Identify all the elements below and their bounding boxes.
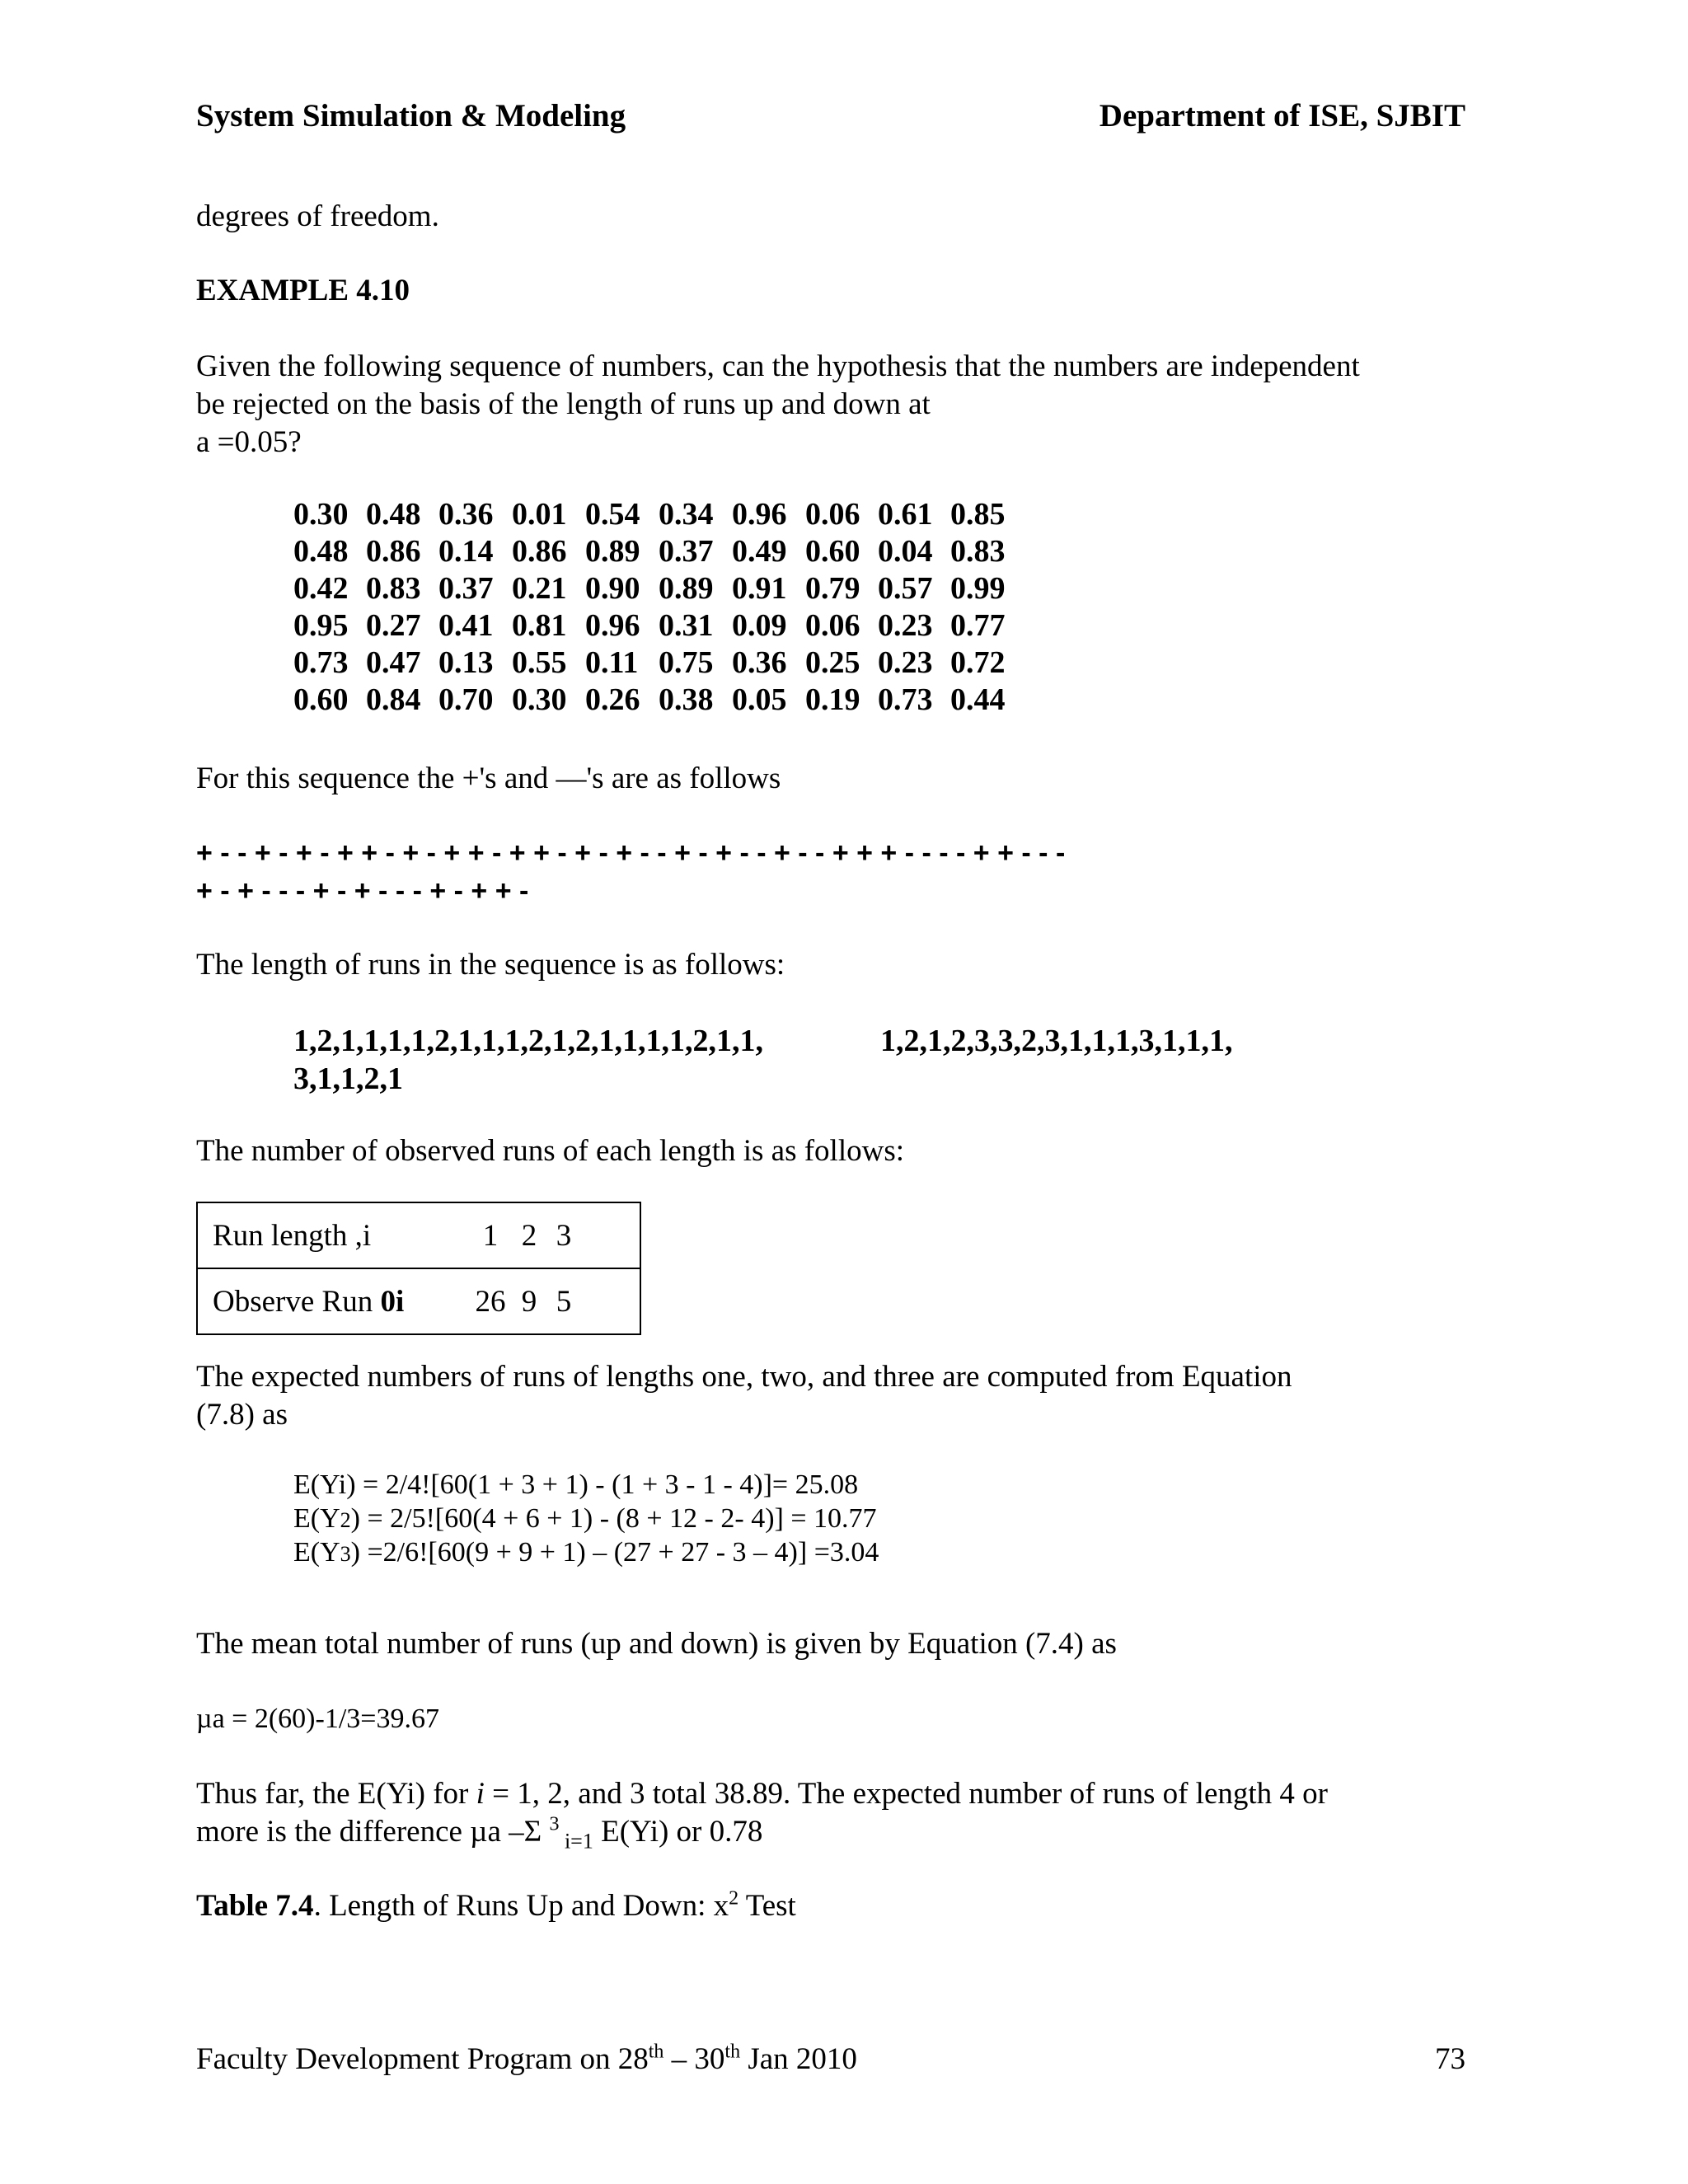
question-line-1: Given the following sequence of numbers, can the hypothesis that the numbers are independent — [196, 349, 1360, 383]
number-cell: 0.83 — [366, 571, 421, 606]
table-row — [197, 1268, 640, 1334]
number-cell: 0.48 — [366, 497, 421, 532]
equation-1: E(Yi) = 2/4![60(1 + 3 + 1) - (1 + 3 - 1 - 4)]= 25.08 — [293, 1469, 859, 1500]
number-cell: 0.96 — [732, 497, 787, 532]
number-cell: 0.23 — [878, 645, 933, 680]
number-cell: 0.73 — [293, 645, 349, 680]
number-cell: 0.30 — [293, 497, 349, 532]
number-cell: 0.37 — [659, 534, 714, 569]
number-cell: 0.06 — [805, 608, 860, 643]
observed-run-label — [197, 1268, 475, 1334]
runs-part-2: 1,2,1,2,3,3,2,3,1,1,1,3,1,1,1, — [880, 1024, 1233, 1058]
equation-3 — [293, 1536, 879, 1571]
signs-line-1: + - - + - + - + + - + - + + - + + - + - + - - + - + - - + - - + + + - - - - + + - - - — [196, 837, 1066, 869]
footer-post: Jan 2010 — [740, 2042, 857, 2076]
number-cell: 0.55 — [512, 645, 567, 680]
equation-3-pre: E(Y — [293, 1537, 340, 1568]
observed-intro: The number of observed runs of each length is as follows: — [196, 1134, 905, 1168]
number-cell: 0.49 — [732, 534, 787, 569]
run-length-label: Run length ,i — [197, 1202, 475, 1268]
number-cell: 0.31 — [659, 608, 714, 643]
sum-upper-limit: 3 — [549, 1813, 560, 1835]
number-cell: 0.81 — [512, 608, 567, 643]
number-cell: 0.27 — [366, 608, 421, 643]
number-cell: 0.70 — [438, 682, 494, 717]
observed-run-1: 26 — [475, 1284, 506, 1319]
number-cell: 0.34 — [659, 497, 714, 532]
runs-intro: The length of runs in the sequence is as follows: — [196, 948, 785, 982]
header-left: System Simulation & Modeling — [196, 98, 626, 134]
number-cell: 0.72 — [950, 645, 1006, 680]
number-cell: 0.42 — [293, 571, 349, 606]
table-caption-text: . Length of Runs Up and Down: x — [313, 1889, 729, 1923]
runs-part-3: 3,1,1,2,1 — [293, 1062, 403, 1096]
number-cell: 0.86 — [366, 534, 421, 569]
run-length-2: 2 — [521, 1218, 537, 1253]
number-cell: 0.04 — [878, 534, 933, 569]
table-caption-bold: Table 7.4 — [196, 1889, 314, 1923]
observed-run-3: 5 — [556, 1284, 572, 1319]
number-cell: 0.54 — [585, 497, 640, 532]
number-cell: 0.60 — [805, 534, 860, 569]
observed-run-2: 9 — [521, 1284, 537, 1319]
equation-2-post: ) = 2/5![60(4 + 6 + 1) - (8 + 12 - 2- 4)] = 10.77 — [350, 1503, 877, 1534]
number-cell: 0.75 — [659, 645, 714, 680]
number-cell: 0.77 — [950, 608, 1006, 643]
number-cell: 0.41 — [438, 608, 494, 643]
question-line-2: be rejected on the basis of the length of runs up and down at — [196, 387, 931, 421]
number-cell: 0.19 — [805, 682, 860, 717]
number-cell: 0.13 — [438, 645, 494, 680]
number-cell: 0.36 — [438, 497, 494, 532]
footer-pre: Faculty Development Program on 28 — [196, 2042, 649, 2076]
mean-equation: µa = 2(60)-1/3=39.67 — [196, 1704, 439, 1734]
table-caption-sup: 2 — [729, 1887, 739, 1910]
number-cell: 0.44 — [950, 682, 1006, 717]
equation-3-sub: 3 — [340, 1542, 351, 1566]
page-number: 73 — [1435, 2042, 1465, 2076]
number-cell: 0.48 — [293, 534, 349, 569]
run-length-values — [475, 1202, 640, 1268]
expected-intro-line-1: The expected numbers of runs of lengths one, two, and three are computed from Equation — [196, 1360, 1292, 1394]
signs-line-2: + - + - - - + - + - - - + - + + - — [196, 875, 529, 907]
number-cell: 0.99 — [950, 571, 1006, 606]
table-row — [197, 1202, 640, 1268]
number-cell: 0.36 — [732, 645, 787, 680]
equation-2-sub: 2 — [340, 1508, 351, 1532]
signs-intro: For this sequence the +'s and —'s are as follows — [196, 762, 781, 795]
number-cell: 0.86 — [512, 534, 567, 569]
number-cell: 0.30 — [512, 682, 567, 717]
run-length-1: 1 — [482, 1218, 499, 1253]
thus-far-line2-pre: more is the difference µa –Σ — [196, 1815, 550, 1849]
number-cell: 0.85 — [950, 497, 1006, 532]
observed-runs-table — [196, 1202, 641, 1335]
thus-far-pre: Thus far, the E(Yi) for — [196, 1777, 476, 1811]
footer-sup-2: th — [724, 2041, 741, 2063]
number-cell: 0.26 — [585, 682, 640, 717]
number-cell: 0.21 — [512, 571, 567, 606]
number-cell: 0.57 — [878, 571, 933, 606]
number-cell: 0.89 — [659, 571, 714, 606]
number-cell: 0.25 — [805, 645, 860, 680]
footer-sup-1: th — [648, 2041, 664, 2063]
thus-far-line-2 — [196, 1813, 763, 1854]
number-cell: 0.47 — [366, 645, 421, 680]
thus-far-line2-post: E(Yi) or 0.78 — [593, 1815, 763, 1849]
number-cell: 0.60 — [293, 682, 349, 717]
intro-fragment: degrees of freedom. — [196, 199, 439, 233]
equation-2-pre: E(Y — [293, 1503, 340, 1534]
number-cell: 0.73 — [878, 682, 933, 717]
number-cell: 0.14 — [438, 534, 494, 569]
table-caption — [196, 1887, 796, 1925]
number-cell: 0.95 — [293, 608, 349, 643]
thus-far-line-1 — [196, 1775, 1328, 1813]
observed-run-values — [475, 1268, 640, 1334]
run-length-3: 3 — [556, 1218, 572, 1253]
table-caption-end: Test — [738, 1889, 796, 1923]
number-cell: 0.83 — [950, 534, 1006, 569]
number-cell: 0.06 — [805, 497, 860, 532]
number-cell: 0.05 — [732, 682, 787, 717]
observed-run-label-text: Observe Run — [213, 1284, 381, 1319]
example-title: EXAMPLE 4.10 — [196, 274, 410, 307]
runs-part-1: 1,2,1,1,1,1,2,1,1,1,2,1,2,1,1,1,1,2,1,1, — [293, 1024, 763, 1058]
number-cell: 0.89 — [585, 534, 640, 569]
equation-3-post: ) =2/6![60(9 + 9 + 1) – (27 + 27 - 3 – 4)] =3.04 — [350, 1537, 879, 1568]
footer-text — [196, 2041, 857, 2079]
number-cell: 0.61 — [878, 497, 933, 532]
sum-lower-limit: i=1 — [559, 1829, 593, 1854]
question-line-3: a =0.05? — [196, 425, 302, 459]
number-cell: 0.09 — [732, 608, 787, 643]
number-cell: 0.90 — [585, 571, 640, 606]
number-cell: 0.01 — [512, 497, 567, 532]
number-cell: 0.37 — [438, 571, 494, 606]
number-cell: 0.38 — [659, 682, 714, 717]
number-cell: 0.91 — [732, 571, 787, 606]
thus-far-post: = 1, 2, and 3 total 38.89. The expected number of runs of length 4 or — [484, 1777, 1328, 1811]
observed-run-label-bold: 0i — [380, 1284, 405, 1319]
number-cell: 0.23 — [878, 608, 933, 643]
number-cell: 0.96 — [585, 608, 640, 643]
mean-intro: The mean total number of runs (up and down) is given by Equation (7.4) as — [196, 1627, 1117, 1661]
number-cell: 0.11 — [585, 645, 639, 680]
header-right: Department of ISE, SJBIT — [1099, 98, 1465, 134]
equation-2 — [293, 1502, 877, 1537]
number-cell: 0.79 — [805, 571, 860, 606]
footer-mid: – 30 — [663, 2042, 725, 2076]
number-cell: 0.84 — [366, 682, 421, 717]
thus-far-i: i — [476, 1777, 485, 1811]
expected-intro-line-2: (7.8) as — [196, 1398, 288, 1432]
